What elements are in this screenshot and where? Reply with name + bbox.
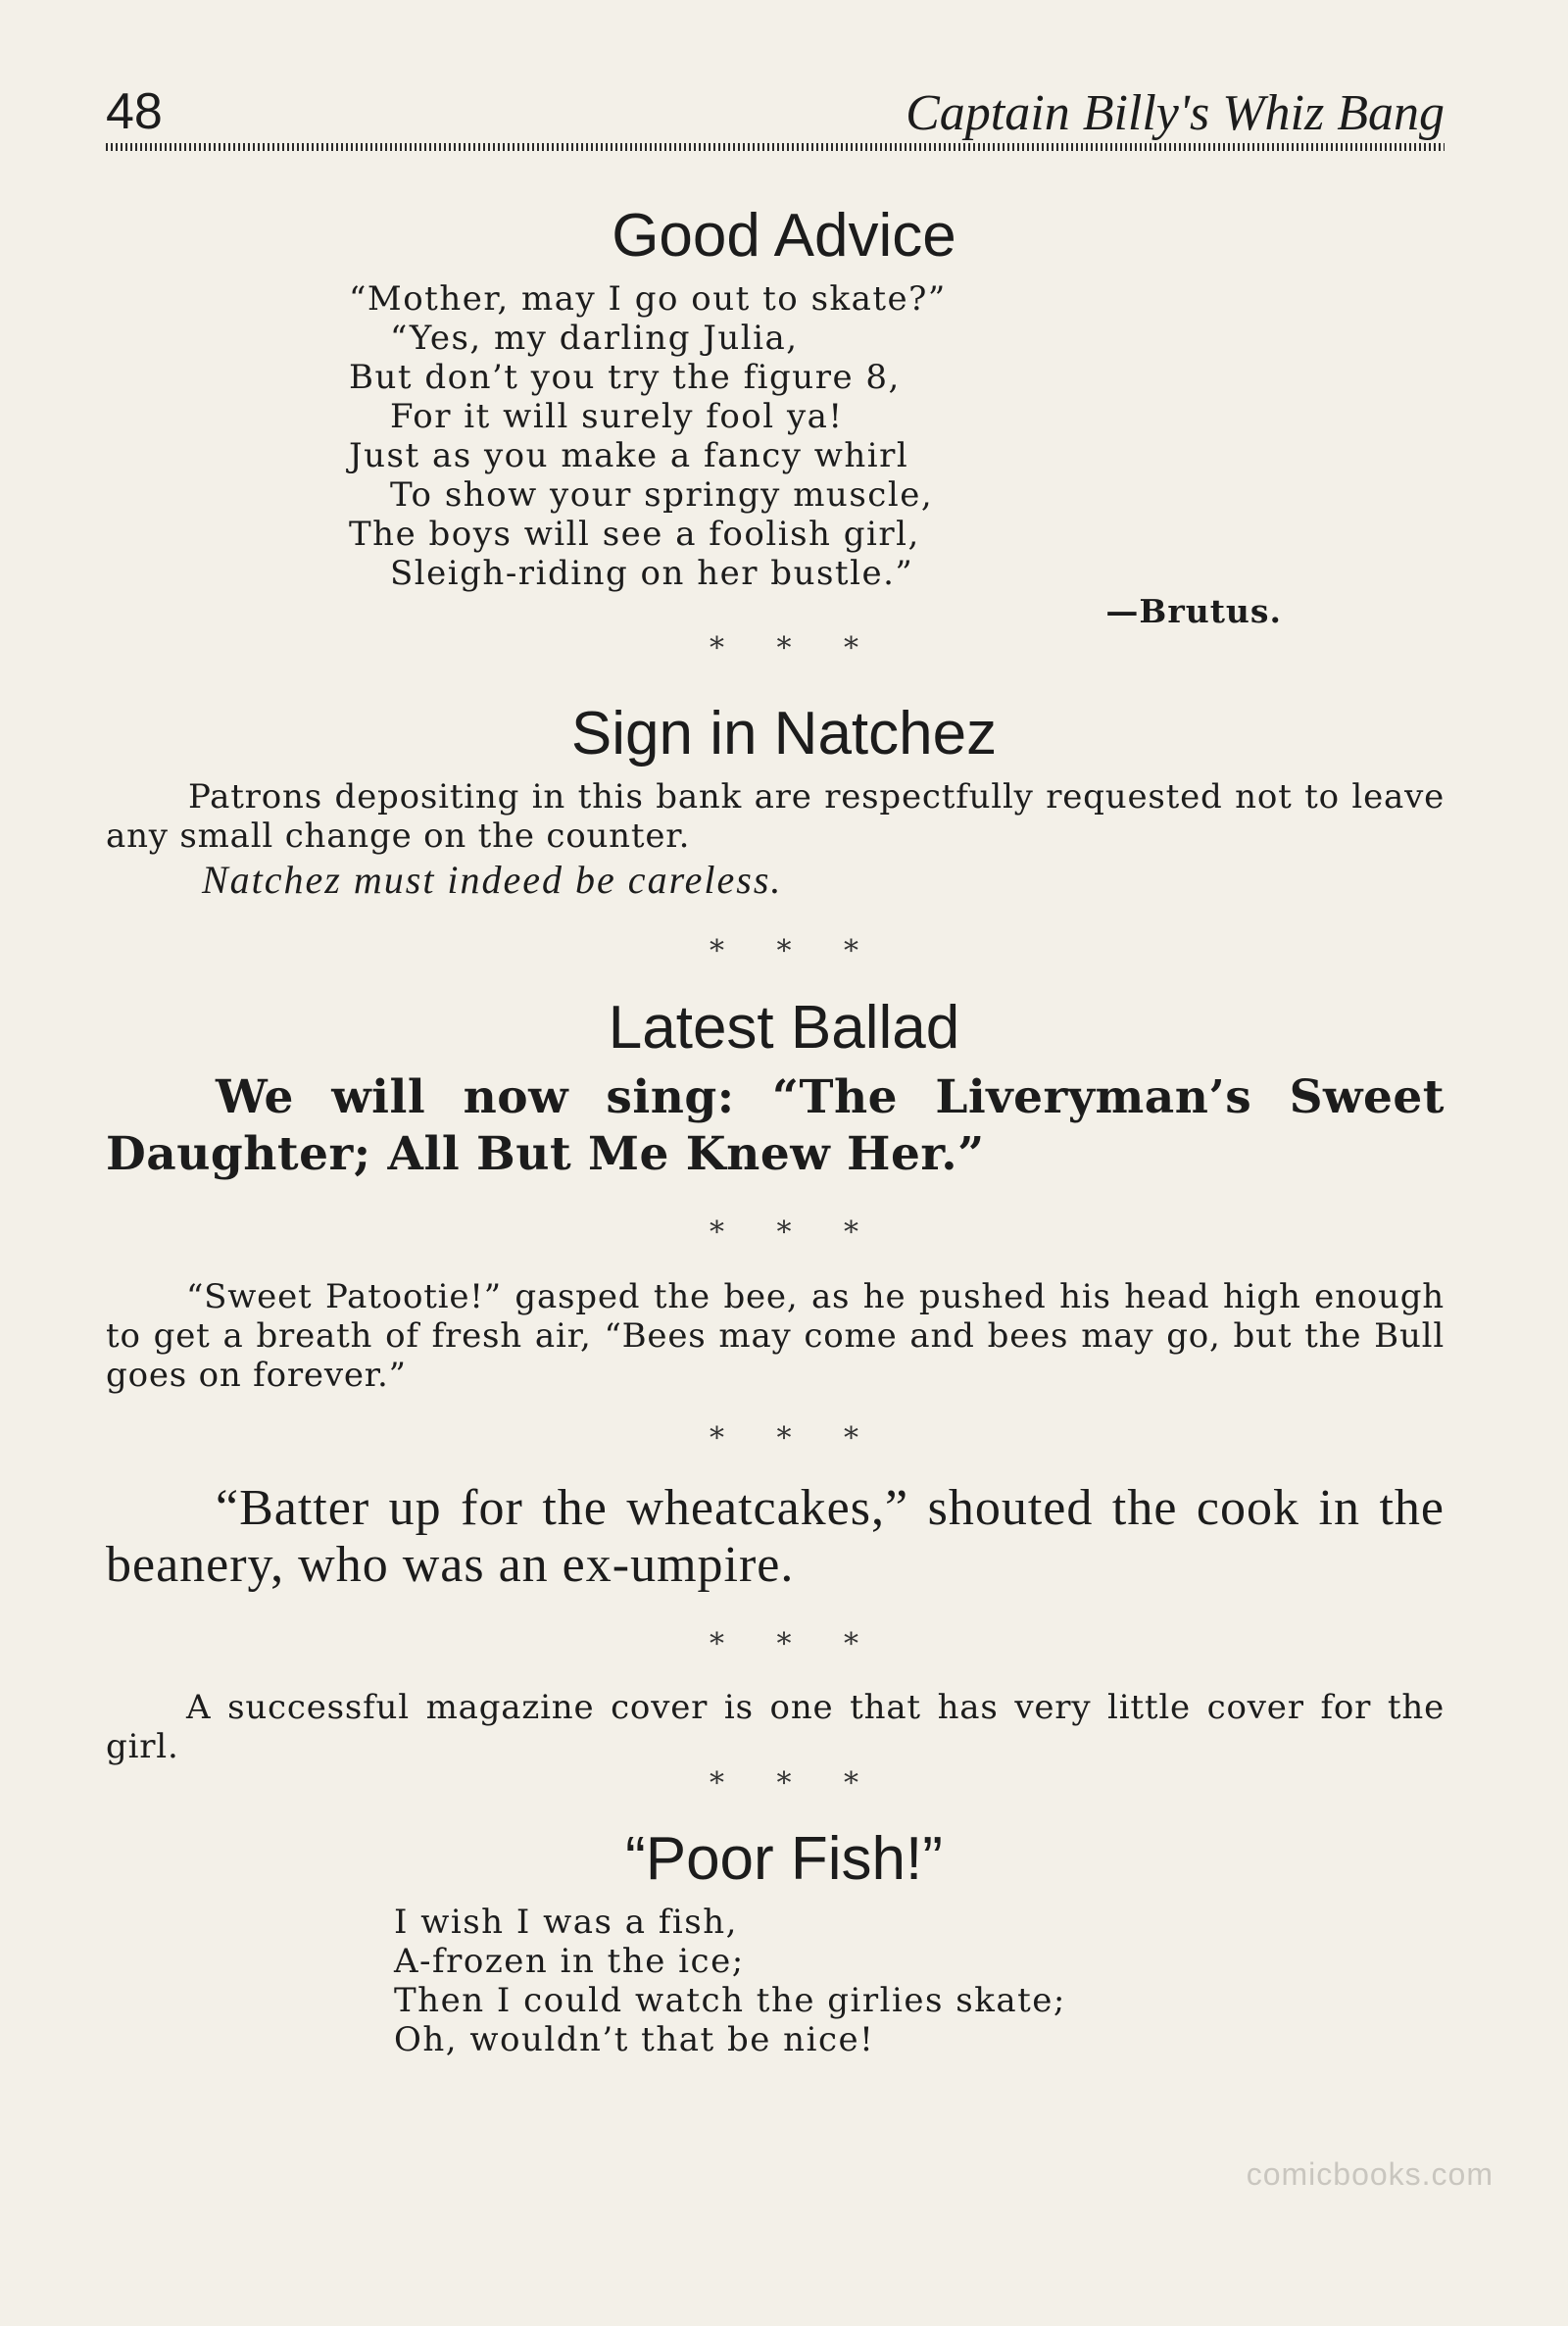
- natchez-comment: Natchez must indeed be careless.: [202, 858, 783, 902]
- separator: * * *: [709, 1421, 859, 1456]
- verse-line: Sleigh-riding on her bustle.”: [390, 554, 914, 593]
- ballad-paragraph: We will now sing: “The Liveryman’s Sweet Daughter; All But Me Knew Her.”: [106, 1070, 1445, 1181]
- separator: * * *: [709, 1627, 859, 1661]
- verse-line: To show your springy muscle,: [390, 475, 934, 515]
- verse-line: But don’t you try the figure 8,: [349, 358, 901, 397]
- separator: * * *: [709, 1766, 859, 1801]
- separator: * * *: [709, 1215, 859, 1250]
- magazine-paragraph: A successful magazine cover is one that has very little cover for the girl.: [106, 1688, 1445, 1766]
- header-rule: [106, 143, 1445, 151]
- verse-line: A-frozen in the ice;: [394, 1942, 745, 1981]
- page-number: 48: [106, 83, 163, 140]
- section-title-poor-fish: “Poor Fish!”: [625, 1825, 943, 1893]
- verse-line: “Mother, may I go out to skate?”: [349, 279, 947, 319]
- watermark: comicbooks.com: [1246, 2156, 1494, 2192]
- verse-good-advice: [349, 279, 947, 593]
- section-title-good-advice: Good Advice: [612, 202, 956, 270]
- patootie-paragraph: “Sweet Patootie!” gasped the bee, as he pushed his head high enough to get a breath of fresh air, “Bees may come and bees may go, but the Bull goes on forever.”: [106, 1277, 1445, 1395]
- verse-line: I wish I was a fish,: [394, 1903, 738, 1942]
- separator: * * *: [709, 934, 859, 968]
- verse-line: Oh, wouldn’t that be nice!: [394, 2020, 875, 2059]
- natchez-paragraph: Patrons depositing in this bank are respectfully requested not to leave any small change on the counter.: [106, 777, 1445, 856]
- section-title-latest-ballad: Latest Ballad: [608, 994, 960, 1062]
- running-title: Captain Billy's Whiz Bang: [906, 85, 1445, 141]
- wheatcakes-paragraph: “Batter up for the wheatcakes,” shouted the cook in the beanery, who was an ex-umpire.: [106, 1480, 1445, 1593]
- signature: —Brutus.: [1105, 592, 1282, 630]
- verse-poor-fish: [394, 1903, 1066, 2059]
- verse-line: Just as you make a fancy whirl: [349, 436, 909, 475]
- verse-line: For it will surely fool ya!: [390, 397, 844, 436]
- verse-line: “Yes, my darling Julia,: [390, 319, 799, 358]
- section-title-sign-in-natchez: Sign in Natchez: [570, 700, 998, 767]
- verse-line: The boys will see a foolish girl,: [349, 515, 920, 554]
- verse-line: Then I could watch the girlies skate;: [394, 1981, 1066, 2020]
- separator: * * *: [709, 631, 859, 666]
- page-header: [106, 82, 1445, 147]
